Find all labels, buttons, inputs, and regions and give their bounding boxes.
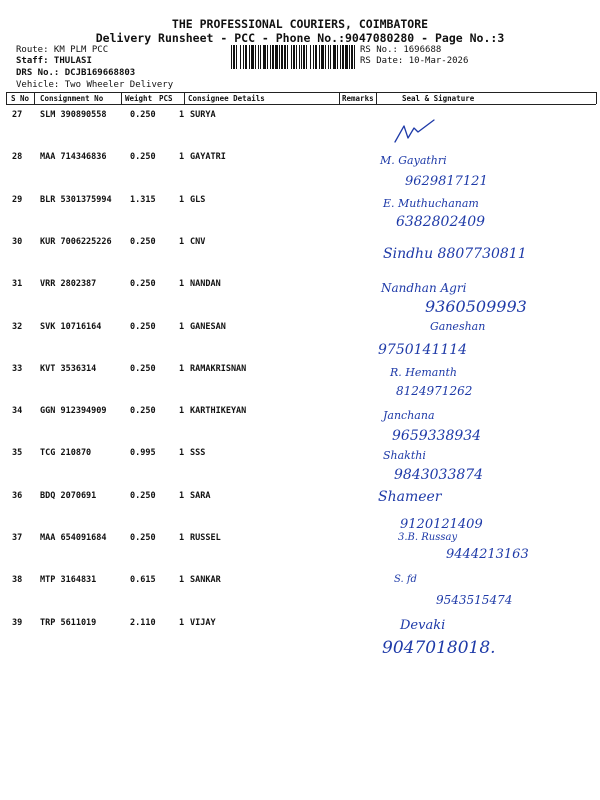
runsheet-subtitle: Delivery Runsheet - PCC - Phone No.:9047080280 - Page No.:3 bbox=[95, 31, 505, 45]
cell-consignment: BLR 5301375994 bbox=[40, 194, 112, 205]
cell-weight: 0.250 bbox=[130, 110, 156, 120]
cell-consignment: GGN 912394909 bbox=[40, 406, 107, 417]
table-top-rule bbox=[6, 92, 596, 93]
handwritten-signature-line: Devaki bbox=[400, 618, 446, 633]
cell-weight: 0.250 bbox=[130, 406, 156, 417]
route-label: Route: KM PLM PCC bbox=[16, 45, 109, 55]
cell-consignee: SANKAR bbox=[190, 575, 221, 586]
cell-consignee: RUSSEL bbox=[190, 533, 221, 543]
handwritten-signature-line: 9047018018. bbox=[382, 638, 496, 658]
cell-pcs: 1 bbox=[179, 152, 185, 163]
vehicle-label: Vehicle: Two Wheeler Delivery bbox=[16, 80, 174, 90]
barcode-icon bbox=[231, 45, 355, 69]
cell-consignee: RAMAKRISNAN bbox=[190, 363, 247, 374]
handwritten-signature-line: 9659338934 bbox=[392, 428, 482, 444]
cell-sno: 27 bbox=[12, 110, 23, 120]
col-header-sno: S No bbox=[11, 94, 30, 103]
handwritten-signature-line: 9543515474 bbox=[436, 593, 513, 607]
cell-pcs: 1 bbox=[179, 617, 185, 628]
cell-consignment: TCG 210870 bbox=[40, 448, 92, 459]
cell-consignee: SARA bbox=[190, 490, 211, 501]
cell-sno: 32 bbox=[12, 321, 23, 332]
cell-pcs: 1 bbox=[179, 194, 185, 205]
cell-sno: 33 bbox=[12, 363, 23, 374]
cell-pcs: 1 bbox=[179, 533, 185, 543]
staff-label: Staff: THULASI bbox=[16, 56, 92, 66]
cell-pcs: 1 bbox=[179, 236, 185, 247]
handwritten-signature-line: 6382802409 bbox=[396, 214, 486, 230]
cell-pcs: 1 bbox=[179, 279, 185, 290]
handwritten-signature-line: 9843033874 bbox=[394, 467, 484, 483]
col-header-remarks: Remarks bbox=[342, 94, 374, 103]
cell-consignee: SSS bbox=[190, 448, 206, 459]
table-row bbox=[6, 487, 596, 529]
handwritten-signature-line: 9120121409 bbox=[400, 517, 483, 532]
cell-weight: 0.250 bbox=[130, 279, 156, 290]
cell-sno: 38 bbox=[12, 575, 23, 586]
cell-weight: 0.250 bbox=[130, 490, 156, 501]
cell-consignee: GAYATRI bbox=[190, 152, 226, 163]
cell-consignee: KARTHIKEYAN bbox=[190, 406, 247, 417]
handwritten-signature-line: 9750141114 bbox=[378, 342, 468, 358]
cell-weight: 0.995 bbox=[130, 448, 156, 459]
handwritten-signature-line: 9360509993 bbox=[425, 297, 527, 316]
column-divider bbox=[121, 92, 122, 104]
cell-weight: 0.250 bbox=[130, 363, 156, 374]
cell-consignee: GANESAN bbox=[190, 321, 226, 332]
cell-sno: 34 bbox=[12, 406, 23, 417]
cell-weight: 0.250 bbox=[130, 152, 156, 163]
handwritten-signature-line: 3.B. Russay bbox=[398, 532, 458, 543]
cell-consignee: GLS bbox=[190, 194, 206, 205]
handwritten-signature-line: Shakthi bbox=[383, 449, 426, 462]
handwritten-signature-line: Ganeshan bbox=[430, 320, 486, 333]
table-header-rule bbox=[6, 104, 596, 105]
handwritten-signature-line: 8124971262 bbox=[396, 384, 473, 398]
col-header-consignment: Consignment No bbox=[40, 94, 104, 103]
cell-pcs: 1 bbox=[179, 575, 185, 586]
cell-pcs: 1 bbox=[179, 406, 185, 417]
table-row bbox=[6, 148, 596, 190]
handwritten-signature-line: 9629817121 bbox=[405, 174, 488, 189]
cell-consignment: MAA 714346836 bbox=[40, 152, 107, 163]
handwritten-signature-line: Sindhu 8807730811 bbox=[383, 246, 527, 262]
rs-number: RS No.: 1696688 bbox=[360, 45, 442, 55]
cell-weight: 1.315 bbox=[130, 194, 156, 205]
handwritten-signature-line: Janchana bbox=[383, 409, 435, 422]
cell-consignment: TRP 5611019 bbox=[40, 617, 97, 628]
handwritten-signature-line: Nandhan Agri bbox=[381, 281, 467, 295]
rs-date: RS Date: 10-Mar-2026 bbox=[360, 56, 469, 66]
cell-sno: 36 bbox=[12, 490, 23, 501]
cell-consignment: SLM 390890558 bbox=[40, 110, 107, 120]
cell-weight: 0.250 bbox=[130, 321, 156, 332]
cell-consignment: VRR 2802387 bbox=[40, 279, 97, 290]
cell-pcs: 1 bbox=[179, 321, 185, 332]
cell-consignment: KUR 7006225226 bbox=[40, 236, 112, 247]
handwritten-signature-line: S. fd bbox=[394, 574, 417, 585]
cell-consignee: CNV bbox=[190, 236, 206, 247]
handwritten-signature-line: R. Hemanth bbox=[390, 366, 457, 379]
handwritten-signature-line: M. Gayathri bbox=[380, 154, 447, 167]
cell-consignment: MAA 654091684 bbox=[40, 533, 107, 543]
cell-consignment: KVT 3536314 bbox=[40, 363, 97, 374]
cell-consignment: MTP 3164831 bbox=[40, 575, 97, 586]
cell-sno: 31 bbox=[12, 279, 23, 290]
company-title: THE PROFESSIONAL COURIERS, COIMBATORE bbox=[171, 17, 429, 31]
column-divider bbox=[6, 92, 7, 104]
table-row bbox=[6, 191, 596, 233]
cell-sno: 35 bbox=[12, 448, 23, 459]
table-row bbox=[6, 360, 596, 402]
cell-consignee: VIJAY bbox=[190, 617, 216, 628]
column-divider bbox=[184, 92, 185, 104]
cell-consignment: BDQ 2070691 bbox=[40, 490, 97, 501]
cell-weight: 0.250 bbox=[130, 236, 156, 247]
table-row bbox=[6, 318, 596, 360]
cell-sno: 39 bbox=[12, 617, 23, 628]
cell-consignee: SURYA bbox=[190, 110, 216, 120]
handwritten-signature-line: Shameer bbox=[378, 489, 442, 505]
cell-sno: 28 bbox=[12, 152, 23, 163]
cell-weight: 0.615 bbox=[130, 575, 156, 586]
cell-pcs: 1 bbox=[179, 490, 185, 501]
cell-consignee: NANDAN bbox=[190, 279, 221, 290]
drs-number: DRS No.: DCJB169668803 bbox=[16, 68, 136, 78]
table-row bbox=[6, 444, 596, 486]
table-row bbox=[6, 614, 596, 656]
column-divider bbox=[596, 92, 597, 104]
cell-consignment: SVK 10716164 bbox=[40, 321, 102, 332]
cell-weight: 2.110 bbox=[130, 617, 156, 628]
cell-sno: 37 bbox=[12, 533, 23, 543]
table-row bbox=[6, 106, 596, 148]
table-row bbox=[6, 402, 596, 444]
col-header-consignee: Consignee Details bbox=[188, 94, 265, 103]
handwritten-signature-line: 9444213163 bbox=[446, 547, 529, 562]
cell-sno: 30 bbox=[12, 236, 23, 247]
col-header-pcs: PCS bbox=[159, 94, 173, 103]
column-divider bbox=[34, 92, 35, 104]
col-header-weight: Weight bbox=[125, 94, 153, 103]
column-divider bbox=[339, 92, 340, 104]
cell-weight: 0.250 bbox=[130, 533, 156, 543]
handwritten-signature-line: E. Muthuchanam bbox=[383, 197, 479, 210]
column-divider bbox=[376, 92, 377, 104]
cell-sno: 29 bbox=[12, 194, 23, 205]
cell-pcs: 1 bbox=[179, 363, 185, 374]
cell-pcs: 1 bbox=[179, 448, 185, 459]
cell-pcs: 1 bbox=[179, 110, 185, 120]
col-header-seal: Seal & Signature bbox=[402, 94, 475, 103]
